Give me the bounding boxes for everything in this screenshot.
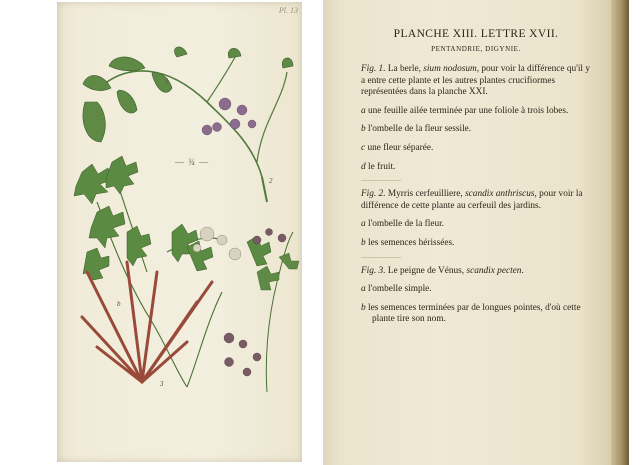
fig-1-item-d: d le fruit. (361, 161, 396, 172)
fig-2-item-b: b les semences hérissées. (361, 237, 455, 248)
fig-1-description (361, 64, 591, 99)
figure-label-3: 3 (160, 380, 164, 388)
figure-2-foliage (74, 156, 271, 280)
fig-2-latin-name: scandix anthriscus (465, 189, 535, 200)
left-page-botanical-plate (57, 2, 302, 462)
book-spine-edge (611, 0, 629, 465)
fig-3-text-b: . (521, 265, 524, 276)
scale-mark: — ¾ — (175, 157, 210, 167)
right-page-text (323, 0, 611, 465)
fig-3-label: Fig. 3. (361, 265, 386, 276)
figure-3-seeds (82, 262, 212, 382)
figure-label-1: 1 (165, 77, 169, 85)
figure-1-leaves (83, 47, 293, 142)
fig-3-item-b: b les semences terminées par de longues pointes, d'où cette plante tire son nom. (361, 302, 581, 325)
fig-2-item-a: a l'ombelle de la fleur. (361, 219, 445, 230)
botanical-illustration (57, 2, 302, 462)
fig-3-item-a: a l'ombelle simple. (361, 284, 432, 295)
fig-2-label: Fig. 2. (361, 189, 386, 200)
fig-2-text-b: , pour voir la différence de cette plante au cerfeuil des jardins. (361, 189, 583, 211)
divider (361, 180, 401, 181)
fig-1-item-c: c une fleur séparée. (361, 142, 434, 153)
fig-1-label: Fig. 1. (361, 64, 386, 74)
figure-label-2: 2 (269, 177, 273, 185)
plate-description (361, 28, 591, 333)
figure-label-b: b (117, 300, 121, 308)
figure-1-flowers (202, 98, 256, 135)
fig-3-latin-name: scandix pecten (466, 265, 522, 276)
fig-2-text-a: Myrris cerfeuilliere, (385, 189, 466, 200)
page-title: PLANCHE XIII. LETTRE XVII. (393, 28, 559, 40)
page-mark: Pl. 13 (278, 6, 298, 15)
fig-1-item-b: b l'ombelle de la fleur sessile. (361, 124, 472, 135)
fig-3-description (361, 266, 591, 278)
divider (361, 257, 401, 258)
fig-3-text-a: Le peigne de Vénus, (385, 265, 467, 276)
fig-1-item-a: a une feuille ailée terminée par une foliole à trois lobes. (361, 105, 569, 116)
fig-2-description (361, 189, 591, 212)
page-subtitle: PENTANDRIE, DIGYNIE. (431, 45, 521, 53)
fig-1-text-b: , pour voir la différence qu'il y a entre cette plante et les autres plantes crucifiormes représentées dans la planche XXI. (361, 64, 590, 98)
fig-1-text-a: La berle, (385, 64, 424, 74)
fig-1-latin-name: sium nodosum (423, 64, 477, 74)
